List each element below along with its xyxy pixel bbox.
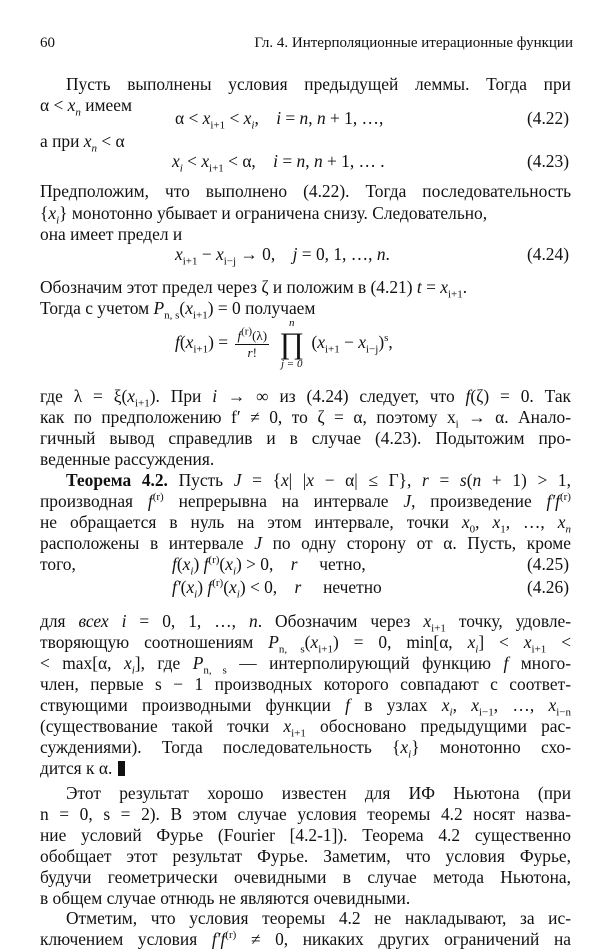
text-line: где $\lambda = \xi(x_{i+1})$. При i → ∞ из (4.24) следует, что f(ζ) = 0. Так <box>40 386 571 410</box>
text-line: того, <box>40 554 76 574</box>
equation-main: $f(x_{i+1})$ = $\frac{f^{(r)}(\lambda)}{r!}$ n ∏ j = 0 $(x_{i+1} - x_{i-j})^s$, <box>175 317 393 370</box>
text-line: ключением условия $f'f^{(r)} \ne 0$, никаких других ограничений на <box>40 929 572 949</box>
text-line: дится к α. <box>40 757 125 780</box>
text-line: не обращается в нуль на этом интервале, точки $x_0$, $x_1$, …, $x_n$ <box>40 512 571 536</box>
text-line: < max[α, $x_i$], где $P_{n, s}$ — интерполирующий функцию f много- <box>40 653 571 677</box>
text-line: будучи геометрически очевидными в случае метода Ньютона, <box>40 867 571 887</box>
text-line: в общем случае отнюдь не являются очевидными. <box>40 888 411 908</box>
equation-4-22: $\alpha < x_{i+1} < x_i$, i = n, n + 1, …, <box>175 108 384 132</box>
text-line: $\alpha < x_n$ имеем <box>40 95 132 119</box>
equation-4-26: $f'(x_i) f^{(r)}(x_i) < 0$, r нечетно <box>172 577 382 601</box>
equation-number: (4.23) <box>526 151 569 171</box>
end-of-proof-mark <box>118 761 125 776</box>
text-line: Тогда с учетом $P_{n, s}(x_{i+1}) = 0$ получаем <box>40 298 316 322</box>
text-line: расположены в интервале J по одну сторону от α. Пусть, кроме <box>40 533 571 553</box>
text-line: она имеет предел и <box>40 224 183 244</box>
text-line: суждениями). Тогда последовательность $\{x_i\}$ монотонно схо- <box>40 737 571 761</box>
equation-number: (4.24) <box>526 244 569 264</box>
text-line: гичный вывод справедлив и в случае (4.23). Подытожим про- <box>40 428 571 448</box>
text-line: Предположим, что выполнено (4.22). Тогда последовательность <box>40 181 571 201</box>
equation-4-24: $x_{i+1} - x_{i-j} \to 0$, j = 0, 1, …, n. <box>175 244 390 268</box>
text-line: веденные рассуждения. <box>40 449 215 469</box>
running-title: Гл. 4. Интерполяционные итерационные функции <box>254 35 573 51</box>
text-line: член, первые s − 1 производных которого совпадают с соответ- <box>40 674 571 694</box>
page-number: 60 <box>40 35 55 51</box>
theorem-line: Теорема 4.2. Пусть J = {x| |x − α| ≤ Γ}, r = s(n + 1) > 1, <box>66 470 571 490</box>
text-line: Обозначим этот предел через ζ и положим в (4.21) $t = x_{i+1}$. <box>40 277 468 301</box>
equation-number: (4.25) <box>526 554 569 574</box>
text-line: ствующими производными функции f в узлах $x_i$, $x_{i-1}$, …, $x_{i-n}$ <box>40 695 571 719</box>
equation-4-25: $f(x_i) f^{(r)}(x_i) > 0$, r четно, <box>172 554 366 578</box>
equation-number: (4.22) <box>526 108 569 128</box>
text-line: для всех i = 0, 1, …, n. Обозначим через $x_{i+1}$ точку, удовле- <box>40 611 572 635</box>
theorem-label: Теорема 4.2. <box>66 470 168 490</box>
text-line: $\{x_i\}$ монотонно убывает и ограничена снизу. Следовательно, <box>40 203 488 227</box>
equation-4-23: $x_i < x_{i+1} < \alpha$, i = n, n + 1, … . <box>172 151 385 175</box>
text-line: n = 0, s = 2). В этом случае условия теоремы 4.2 носят назва- <box>40 804 571 824</box>
equation-number: (4.26) <box>526 577 569 597</box>
text-line: (существование такой точки $x_{i+1}$ обосновано предыдущими рас- <box>40 716 571 740</box>
text-line: производная $f^{(r)}$ непрерывна на интервале J, произведение $f'f^{(r)}$ <box>40 491 571 511</box>
text-line: а при $x_n < \alpha$ <box>40 131 125 155</box>
text-line: Этот результат хорошо известен для ИФ Ньютона (при <box>66 783 571 803</box>
text-line: творяющую соотношениям $P_{n, s}(x_{i+1}) = 0$, min[α, $x_i] < x_{i+1}$ < <box>40 632 572 656</box>
text-line: ние условий Фурье (Fourier [4.2-1]). Теорема 4.2 существенно <box>40 825 571 845</box>
text-line: обобщает этот результат Фурье. Заметим, что условия Фурье, <box>40 846 571 866</box>
text-line: как по предположению f′ ≠ 0, то ζ = α, поэтому $x_i \to \alpha$. Анало- <box>40 407 571 431</box>
text-line: Пусть выполнены условия предыдущей леммы. Тогда при <box>66 74 571 94</box>
text-line: Отметим, что условия теоремы 4.2 не накладывают, за ис- <box>66 908 571 928</box>
